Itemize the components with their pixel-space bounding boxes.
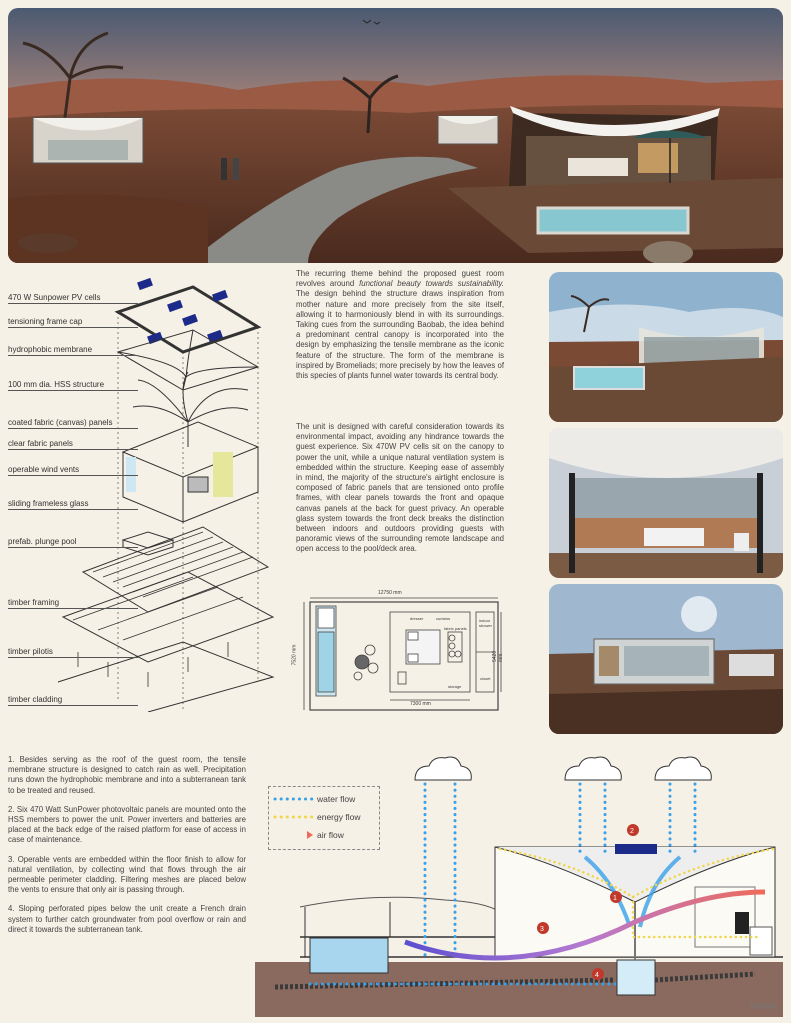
label-timber-framing: timber framing [8,598,60,607]
note-1: 1. Besides serving as the roof of the guest room, the tensile membrane structure is designed to catch rain as well. Precipitation runs down the hydrophobic membrane and into a subterranean tank to be treated and reused. [8,755,246,795]
plan-label-indoor-shower: indoor shower [479,618,492,628]
leader-line [8,608,138,609]
leader-line [8,449,138,450]
label-hss-structure: 100 mm dia. HSS structure [8,380,105,389]
label-pv-cells: 470 W Sunpower PV cells [8,293,101,302]
label-timber-cladding: timber cladding [8,695,63,704]
plan-left-dimension: 7520 mm [291,644,298,666]
description-paragraph-1 [296,269,504,381]
label-membrane: hydrophobic membrane [8,345,93,354]
leader-line [8,428,138,429]
hero-rendering [8,8,783,263]
leader-line [8,390,138,391]
leader-line [8,475,138,476]
floor-plan [291,590,506,714]
flow-legend [268,786,380,850]
render-thumbnail-side [549,584,783,734]
description-emphasis: functional beauty towards sustainability. [359,279,504,289]
plan-right-dimension: 5420 mm [492,650,504,662]
leader-line [8,509,138,510]
description-paragraph-2: The unit is designed with careful consideration towards its environmental impact, avoiding any hindrance towards the guest experience. Six 470W PV cells sit on the canopy to power the unit, while a unique natural ventilation system is embedded within the structure. Keeping ease of assembly in mind, the majority of the structure's airtight enclosure is composed of fabric panels that are tensioned onto profile frames, with clear panels towards the front and opaque canvas panels at the back for guest privacy. An operable glass system towards the front deck breaks the distinction between indoors and outdoors providing guests with panoramic views of the surrounding remote landscape and open access to the pool/deck area. [296,422,504,554]
plan-inner-dimension: 7300 mm [410,701,431,707]
leader-line [8,657,138,658]
plan-width-dimension: 12750 mm [378,590,402,596]
legend-air: air flow [317,830,344,840]
note-2: 2. Six 470 Watt SunPower photovoltaic panels are mounted onto the HSS members to power the unit. Power inverters and batteries are placed at the back edge of the raised platform for ease of access in case of maintenance. [8,804,246,845]
leader-line [8,355,138,356]
leader-line [8,547,138,548]
marker-2: 2 [630,828,634,835]
entry-code: 090494 [750,1002,777,1011]
leader-line [8,327,138,328]
floor-plan-drawing [298,592,506,714]
marker-1: 1 [613,895,617,902]
label-wind-vents: operable wind vents [8,465,80,474]
render-thumbnail-exterior [549,272,783,422]
exploded-axonometric [8,272,288,712]
legend-energy: energy flow [317,812,361,822]
label-clear-panels: clear fabric panels [8,439,73,448]
label-sliding-glass: sliding frameless glass [8,499,89,508]
marker-4: 4 [595,972,599,979]
note-3: 3. Operable vents are embedded within the floor finish to allow for natural ventilation, by collecting wind that flows through the air permeable perimeter cladding. Filtering meshes are placed below the vents to ensure that only air is passing through. [8,854,246,895]
leader-line [8,705,138,706]
legend-swatches [273,787,317,849]
plan-label-dresser: dresser [410,616,424,621]
description-text: The recurring theme behind the proposed guest room revolves around [296,269,504,289]
plan-label-storage: storage [448,684,462,689]
plan-label-closet: closet [480,676,491,681]
label-plunge-pool: prefab. plunge pool [8,537,77,546]
plan-label-curtains: curtains [436,616,451,621]
plan-label-fabric-panels: fabric panels [444,626,467,631]
marker-3: 3 [540,926,544,933]
label-frame-cap: tensioning frame cap [8,317,83,326]
render-thumbnail-interior [549,428,783,578]
description-text: The design behind the structure draws inspiration from mother nature and more precisely from the site itself, allowing it to harmoniously blend in with its surroundings. Taking cues from the surrounding Baobab, the idea behind a predominant central canopy is incorporated into the design by emphasizing the tensile membrane as the iconic feature of the structure. The form of the membrane is inspired by Bromeliads; more precisely by how the leaves of this species of plants funnel water towards its central body. [296,289,504,381]
legend-water: water flow [317,794,356,804]
notes-column [8,755,246,944]
axonometric-drawing [8,272,288,712]
label-canvas-panels: coated fabric (canvas) panels [8,418,113,427]
label-timber-pilotis: timber pilotis [8,647,53,656]
leader-line [8,303,138,304]
note-4: 4. Sloping perforated pipes below the unit create a French drain system to further catch groundwater from pool overflow or rain and direct it towards the subterranean tank. [8,904,246,934]
